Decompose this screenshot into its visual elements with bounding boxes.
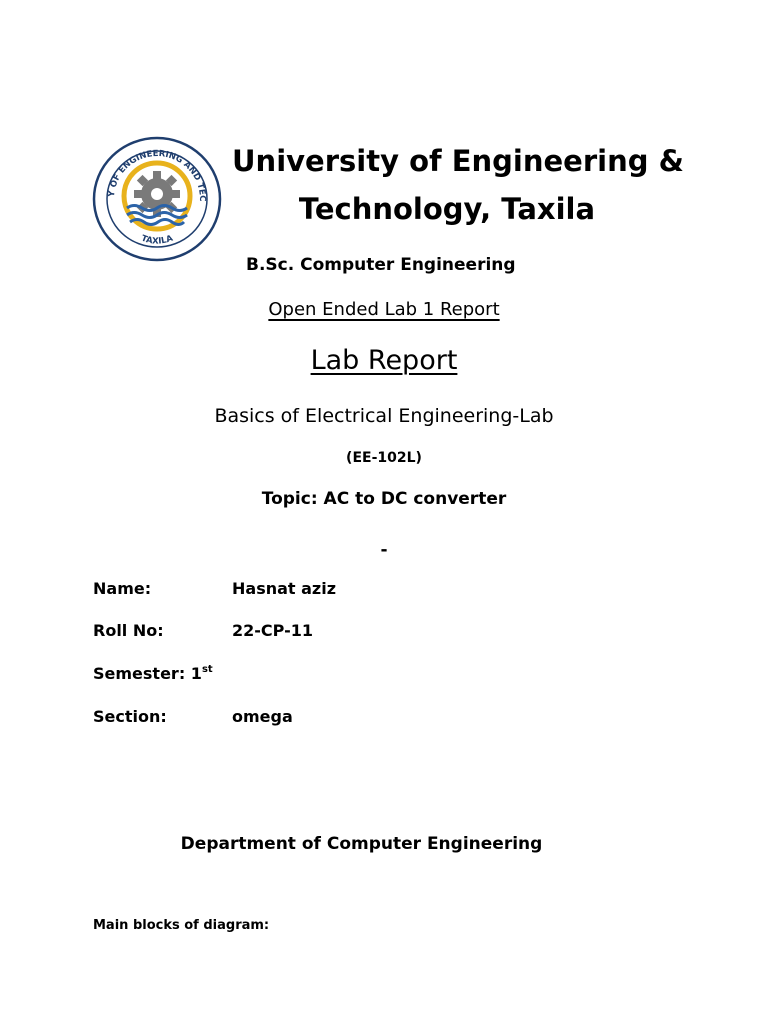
document-title: Lab Report	[310, 345, 458, 376]
main-blocks-heading: Main blocks of diagram:	[93, 918, 270, 933]
section-label: Section:	[93, 707, 167, 726]
seal-graphic	[92, 136, 222, 262]
degree-program: B.Sc. Computer Engineering	[246, 255, 516, 275]
university-seal-icon	[92, 136, 222, 262]
semester-value: 1	[190, 664, 202, 683]
university-name-line1: University of Engineering &	[232, 144, 684, 178]
section-value: omega	[232, 707, 293, 726]
university-name-line2: Technology, Taxila	[298, 192, 596, 226]
roll-number-label: Roll No:	[93, 621, 164, 640]
course-code: (EE-102L)	[346, 450, 422, 466]
semester-suffix: st	[201, 664, 213, 675]
name-label: Name:	[93, 579, 152, 598]
seal-ring-text: Y OF ENGINEERING AND TEC	[106, 148, 208, 202]
semester-label: Semester:	[93, 664, 186, 683]
student-name: Hasnat aziz	[232, 579, 337, 598]
roll-number: 22-CP-11	[232, 621, 313, 640]
department-name: Department of Computer Engineering	[180, 834, 543, 854]
semester-row	[93, 664, 213, 683]
report-type: Open Ended Lab 1 Report	[268, 299, 500, 320]
separator-dash: -	[380, 540, 388, 560]
course-name: Basics of Electrical Engineering-Lab	[214, 405, 554, 427]
report-topic: Topic: AC to DC converter	[261, 489, 507, 509]
seal-bottom-text: TAXILA	[139, 233, 175, 247]
